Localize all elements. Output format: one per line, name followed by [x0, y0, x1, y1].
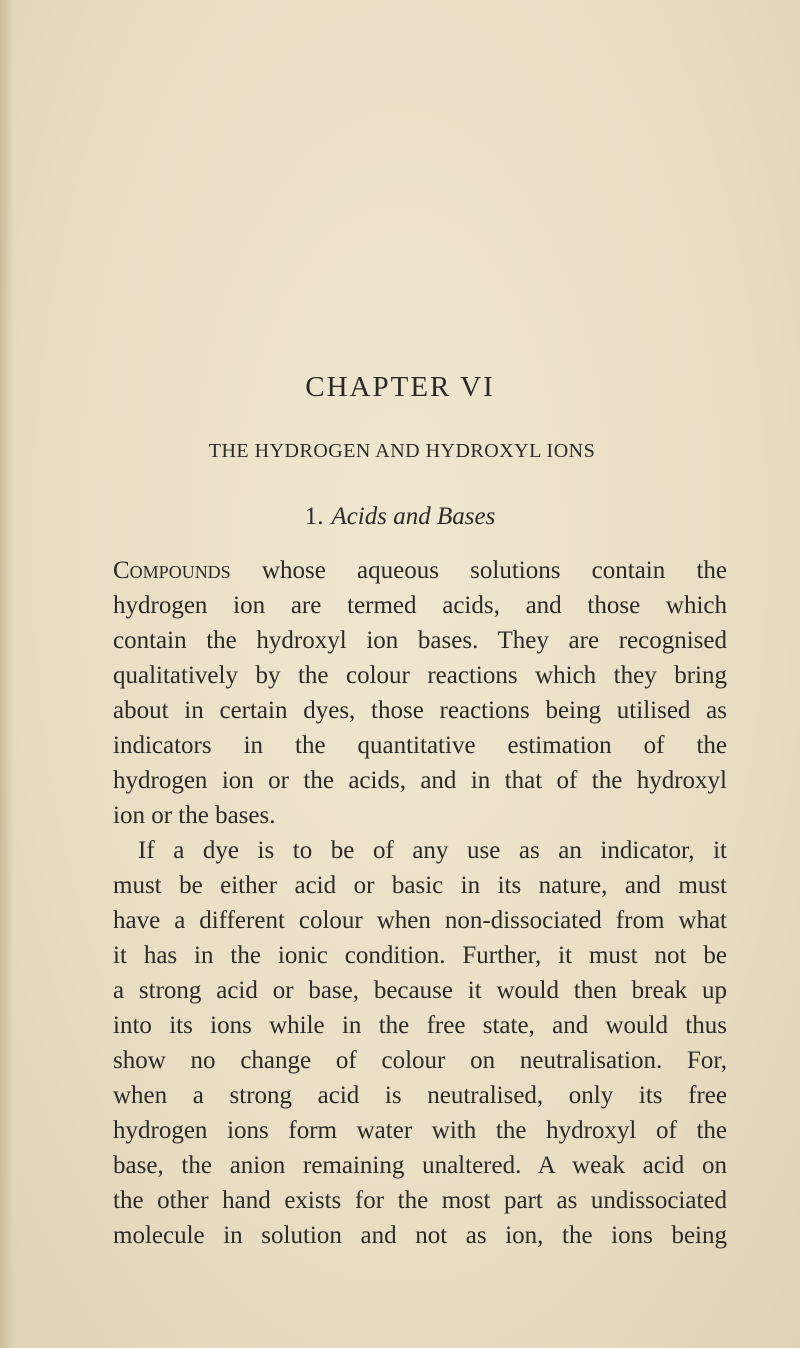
text-line	[0, 763, 800, 799]
subsection-heading	[0, 501, 800, 533]
text-line	[0, 1078, 800, 1114]
text-line-content	[113, 553, 727, 589]
text-line	[0, 1218, 800, 1254]
lead-word: Compounds	[113, 557, 231, 584]
text-line	[0, 1113, 800, 1149]
text-line	[0, 623, 800, 659]
text-line-content: ion or the bases.	[113, 802, 276, 829]
text-line-content: hydrogen ion or the acids, and in that of the hydroxyl	[113, 767, 727, 794]
text-line	[0, 693, 800, 729]
text-line-content: a strong acid or base, because it would then break up	[113, 977, 727, 1004]
text-line-content: it has in the ionic condition. Further, it must not be	[113, 942, 727, 969]
text-line	[0, 553, 800, 589]
text-line-content: hydrogen ions form water with the hydroxyl of the	[113, 1117, 727, 1144]
text-line	[0, 903, 800, 939]
text-line	[0, 1008, 800, 1044]
text-line-content: show no change of colour on neutralisation. For,	[113, 1047, 727, 1074]
text-line-content: If a dye is to be of any use as an indicator, it	[138, 837, 727, 864]
text-line	[0, 868, 800, 904]
text-line-content: when a strong acid is neutralised, only its free	[113, 1082, 727, 1109]
text-line-content: indicators in the quantitative estimation of the	[113, 732, 727, 759]
text-line	[0, 1148, 800, 1184]
text-line-content: molecule in solution and not as ion, the ions being	[113, 1222, 727, 1249]
text-line-content: base, the anion remaining unaltered. A weak acid on	[113, 1152, 727, 1179]
text-line	[0, 588, 800, 624]
text-line-content: hydrogen ion are termed acids, and those which	[113, 592, 727, 619]
text-line-rest: whose aqueous solutions contain the	[261, 557, 727, 584]
text-line-content: the other hand exists for the most part as undissociated	[113, 1187, 727, 1214]
section-title: THE HYDROGEN AND HYDROXYL IONS	[208, 440, 596, 462]
text-line	[0, 798, 800, 834]
text-line	[0, 973, 800, 1009]
text-line-content: qualitatively by the colour reactions which they bring	[113, 662, 727, 689]
text-line	[0, 1183, 800, 1219]
text-line	[0, 833, 800, 869]
text-line	[0, 658, 800, 694]
text-line-content: contain the hydroxyl ion bases. They are recognised	[113, 627, 727, 654]
subsection-number: 1.	[304, 503, 324, 530]
text-line	[0, 728, 800, 764]
text-line-content: have a different colour when non-dissociated from what	[113, 907, 727, 934]
text-line-content: into its ions while in the free state, and would thus	[113, 1012, 727, 1039]
text-line-content: must be either acid or basic in its nature, and must	[113, 872, 727, 899]
chapter-title: CHAPTER VI	[305, 371, 495, 403]
text-line	[0, 938, 800, 974]
text-line-content: about in certain dyes, those reactions being utilised as	[113, 697, 727, 724]
subsection-title: Acids and Bases	[331, 503, 496, 530]
text-line	[0, 1043, 800, 1079]
